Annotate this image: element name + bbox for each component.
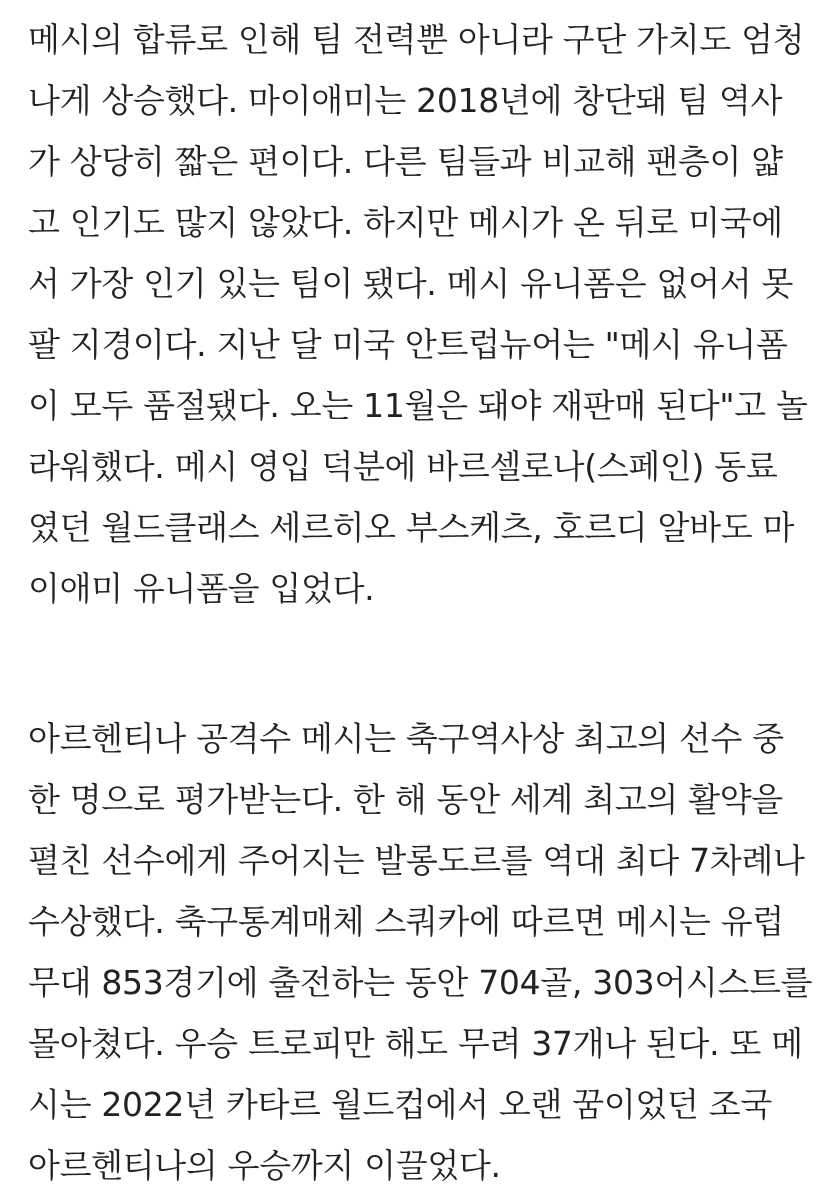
text-line: 펼친 선수에게 주어지는 발롱도르를 역대 최다 7차례나 (28, 841, 805, 880)
paragraph-spacer (28, 619, 828, 708)
paragraph-2 (28, 708, 828, 1196)
text-line: 팔 지경이다. 지난 달 미국 안트럽뉴어는 "메시 유니폼 (28, 325, 788, 364)
text-line: 이애미 유니폼을 입었다. (28, 569, 375, 608)
text-line: 이 모두 품절됐다. 오는 11월은 돼야 재판매 된다"고 놀 (28, 386, 808, 425)
text-line: 무대 853경기에 출전하는 동안 704골, 303어시스트를 (28, 963, 813, 1002)
text-line: 라워했다. 메시 영입 덕분에 바르셀로나(스페인) 동료 (28, 447, 778, 486)
text-line: 였던 월드클래스 세르히오 부스케츠, 호르디 알바도 마 (28, 508, 795, 547)
text-line: 서 가장 인기 있는 팀이 됐다. 메시 유니폼은 없어서 못 (28, 264, 794, 303)
article-body (28, 9, 828, 1196)
text-line: 나게 상승했다. 마이애미는 2018년에 창단돼 팀 역사 (28, 81, 783, 120)
text-line: 몰아쳤다. 우승 트로피만 해도 무려 37개나 된다. 또 메 (28, 1024, 803, 1063)
text-line: 수상했다. 축구통계매체 스쿼카에 따르면 메시는 유럽 (28, 902, 784, 941)
text-line: 아르헨티나의 우승까지 이끌었다. (28, 1146, 501, 1185)
paragraph-1 (28, 9, 828, 619)
text-line: 메시의 합류로 인해 팀 전력뿐 아니라 구단 가치도 엄청 (28, 20, 805, 59)
text-line: 한 명으로 평가받는다. 한 해 동안 세계 최고의 활약을 (28, 780, 783, 819)
text-line: 가 상당히 짧은 편이다. 다른 팀들과 비교해 팬층이 얇 (28, 142, 783, 181)
text-line: 아르헨티나 공격수 메시는 축구역사상 최고의 선수 중 (28, 719, 784, 758)
text-line: 고 인기도 많지 않았다. 하지만 메시가 온 뒤로 미국에 (28, 203, 783, 242)
text-line: 시는 2022년 카타르 월드컵에서 오랜 꿈이었던 조국 (28, 1085, 772, 1124)
